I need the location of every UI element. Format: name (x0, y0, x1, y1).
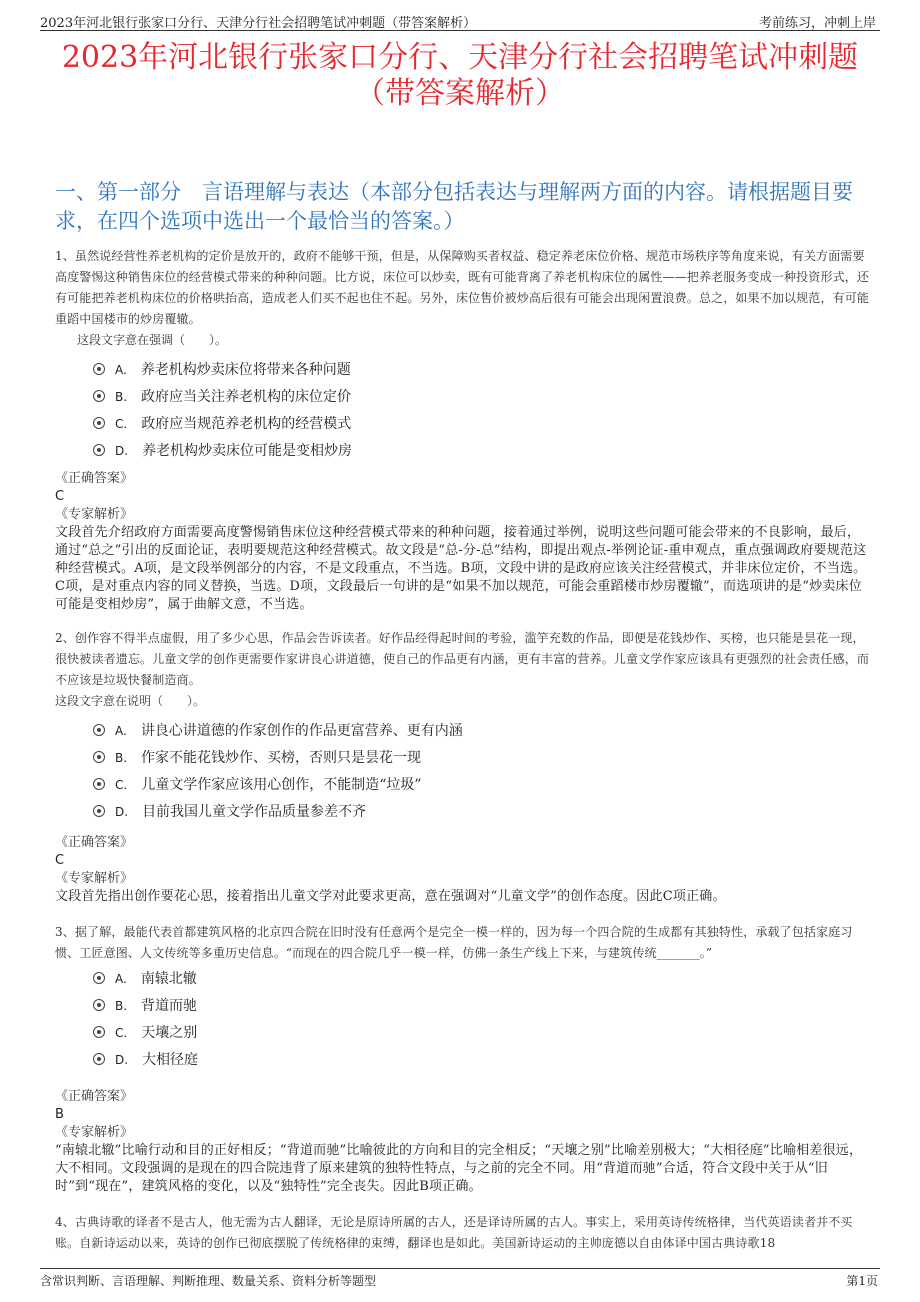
title-line-2: （带答案解析） (355, 76, 565, 111)
question-3-text: 3、据了解，最能代表首都建筑风格的北京四合院在旧时没有任意两个是完全一模一样的，因为每一个四合院的生成都有其独特性，承载了包括家庭习惯、工匠意图、人文传统等多重历史信息。“而现在的四合院几乎一模一样，仿佛一条生产线上下来，与建筑传统_______。” (55, 925, 853, 960)
option-a[interactable] (93, 718, 870, 745)
title-line-1: 2023年河北银行张家口分行、天津分行社会招聘笔试冲刺题 (61, 40, 859, 75)
option-text: 养老机构炒卖床位可能是变相炒房 (142, 443, 353, 459)
option-c[interactable] (93, 411, 870, 438)
answer-label: 《正确答案》 (55, 471, 134, 486)
radio-icon[interactable] (93, 751, 105, 763)
analysis-text: 文段首先介绍政府方面需要高度警惕销售床位这种经营模式带来的种种问题，接着通过举例，说明这些问题可能会带来的不良影响，最后，通过“总之”引出的反面论证，表明要规范这种经营模式。故文段是“总-分-总”结构，即提出观点-举例论证-重申观点，重点强调政府要规范这种经营模式。A项，是文段举例部分的内容，不是文段重点，不当选。B项，文段中讲的是政府应该关注经营模式，并非床位定价，不当选。C项，是对重点内容的同义替换，当选。D项，文段最后一句讲的是“如果不加以规范，可能会重蹈楼市炒房覆辙”，而选项讲的是“炒卖床位可能是变相炒房”，属于曲解文意，不当选。 (55, 525, 867, 612)
radio-icon[interactable] (93, 972, 105, 984)
option-text: 背道而驰 (141, 998, 198, 1014)
option-text: 天壤之别 (141, 1025, 198, 1041)
question-3 (55, 922, 870, 1074)
radio-icon[interactable] (93, 1053, 105, 1065)
option-text: 大相径庭 (142, 1052, 199, 1068)
analysis-text: “南辕北辙”比喻行动和目的正好相反；“背道而驰”比喻彼此的方向和目的完全相反；“天壤之别”比喻差别极大；“大相径庭”比喻相差很远，大不相同。文段强调的是现在的四合院违背了原来建筑的独特性特点，与之前的完全不同。用“背道而驰”合适，符合文段中关于从“旧时”到“现在”，建筑风格的变化，以及“独特性”完全丧失。因此B项正确。 (55, 1143, 863, 1194)
question-4 (55, 1212, 870, 1254)
radio-icon[interactable] (93, 1026, 105, 1038)
option-key: A. (115, 363, 127, 377)
radio-icon[interactable] (93, 805, 105, 817)
answer-label: 《正确答案》 (55, 1089, 134, 1104)
header-slogan: 考前练习，冲刺上岸 (758, 16, 876, 31)
radio-icon[interactable] (93, 778, 105, 790)
option-a[interactable] (93, 357, 870, 384)
option-text: 作家不能花钱炒作、买榜，否则只是昙花一现 (141, 750, 422, 766)
page-header (0, 0, 920, 30)
option-key: B. (115, 999, 128, 1013)
option-text: 讲良心讲道德的作家创作的作品更富营养、更有内涵 (140, 723, 463, 739)
option-text: 南辕北辙 (140, 971, 197, 987)
question-1-options (55, 357, 870, 465)
option-text: 养老机构炒卖床位将带来各种问题 (140, 362, 351, 378)
answer-value: C (55, 489, 65, 504)
footer-topics: 含常识判断、言语理解、判断推理、数量关系、资料分析等题型 (40, 1274, 377, 1288)
option-b[interactable] (93, 993, 870, 1020)
answer-value: B (55, 1107, 64, 1122)
option-key: A. (115, 724, 127, 738)
radio-icon[interactable] (93, 363, 105, 375)
header-divider (40, 30, 880, 31)
option-key: B. (115, 751, 128, 765)
radio-icon[interactable] (93, 999, 105, 1011)
question-4-text: 4、古典诗歌的译者不是古人，他无需为古人翻译，无论是原诗所属的古人，还是译诗所属的古人。事实上，采用英诗传统格律，当代英语读者并不买账。自新诗运动以来，英诗的创作已彻底摆脱了传统格律的束缚，翻译也是如此。美国新诗运动的主帅庞德以自由体译中国古典诗歌18 (55, 1215, 853, 1250)
option-b[interactable] (93, 384, 870, 411)
option-d[interactable] (93, 1047, 870, 1074)
answer-label: 《正确答案》 (55, 835, 134, 850)
radio-icon[interactable] (93, 417, 105, 429)
question-2-options (55, 718, 870, 826)
option-key: C. (115, 778, 128, 792)
option-text: 儿童文学作家应该用心创作，不能制造“垃圾” (141, 777, 422, 793)
question-1-text: 1、虽然说经营性养老机构的定价是放开的，政府不能够干预，但是，从保障购买者权益、稳定养老床位价格、规范市场秩序等角度来说，有关方面需要高度警惕这种销售床位的经营模式带来的种种问题。比方说，床位可以炒卖，既有可能背离了养老机构床位的属性——把养老服务变成一种投资形式，还有可能把养老机构床位的价格哄抬高，造成老人们买不起也住不起。另外，床位售价被炒高后很有可能会出现闲置浪费。总之，如果不加以规范，有可能重蹈中国楼市的炒房覆辙。 (55, 249, 870, 326)
analysis-text: 文段首先指出创作要花心思，接着指出儿童文学对此要求更高，意在强调对“儿童文学”的创作态度。因此C项正确。 (55, 889, 726, 904)
section-heading: 一、第一部分 言语理解与表达（本部分包括表达与理解两方面的内容。请根据题目要求，在四个选项中选出一个最恰当的答案。） (55, 180, 853, 233)
question-1-answer (55, 470, 870, 614)
option-c[interactable] (93, 772, 870, 799)
page-title (40, 40, 880, 112)
header-doc-title: 2023年河北银行张家口分行、天津分行社会招聘笔试冲刺题（带答案解析） (40, 16, 477, 31)
option-key: D. (115, 805, 129, 819)
option-text: 目前我国儿童文学作品质量参差不齐 (142, 804, 367, 820)
radio-icon[interactable] (93, 444, 105, 456)
question-2-text: 2、创作容不得半点虚假，用了多少心思，作品会告诉读者。好作品经得起时间的考验，滥竽充数的作品，即便是花钱炒作、买榜，也只能是昙花一现，很快被读者遗忘。儿童文学的创作更需要作家讲良心讲道德，使自己的作品更有内涵，更有丰富的营养。儿童文学作家应该具有更强烈的社会责任感，而不应该是垃圾快餐制造商。 (55, 631, 870, 687)
question-3-options (55, 966, 870, 1074)
radio-icon[interactable] (93, 724, 105, 736)
option-text: 政府应当规范养老机构的经营模式 (141, 416, 352, 432)
analysis-label: 《专家解析》 (55, 871, 134, 886)
question-2-answer (55, 834, 870, 906)
option-d[interactable] (93, 438, 870, 465)
analysis-label: 《专家解析》 (55, 507, 134, 522)
option-key: D. (115, 444, 129, 458)
option-a[interactable] (93, 966, 870, 993)
question-1 (55, 246, 870, 465)
analysis-label: 《专家解析》 (55, 1125, 134, 1140)
radio-icon[interactable] (93, 390, 105, 402)
footer-divider (40, 1268, 880, 1269)
option-key: D. (115, 1053, 129, 1067)
option-key: C. (115, 417, 128, 431)
question-2-prompt: 这段文字意在说明（ ）。 (55, 694, 206, 708)
question-1-prompt: 这段文字意在强调（ ）。 (77, 333, 228, 347)
option-key: C. (115, 1026, 128, 1040)
option-text: 政府应当关注养老机构的床位定价 (141, 389, 352, 405)
question-3-answer (55, 1088, 870, 1196)
question-2 (55, 628, 870, 826)
option-c[interactable] (93, 1020, 870, 1047)
option-key: B. (115, 390, 128, 404)
option-d[interactable] (93, 799, 870, 826)
option-b[interactable] (93, 745, 870, 772)
option-key: A. (115, 972, 127, 986)
page-number: 第1页 (846, 1274, 878, 1288)
answer-value: C (55, 853, 65, 868)
